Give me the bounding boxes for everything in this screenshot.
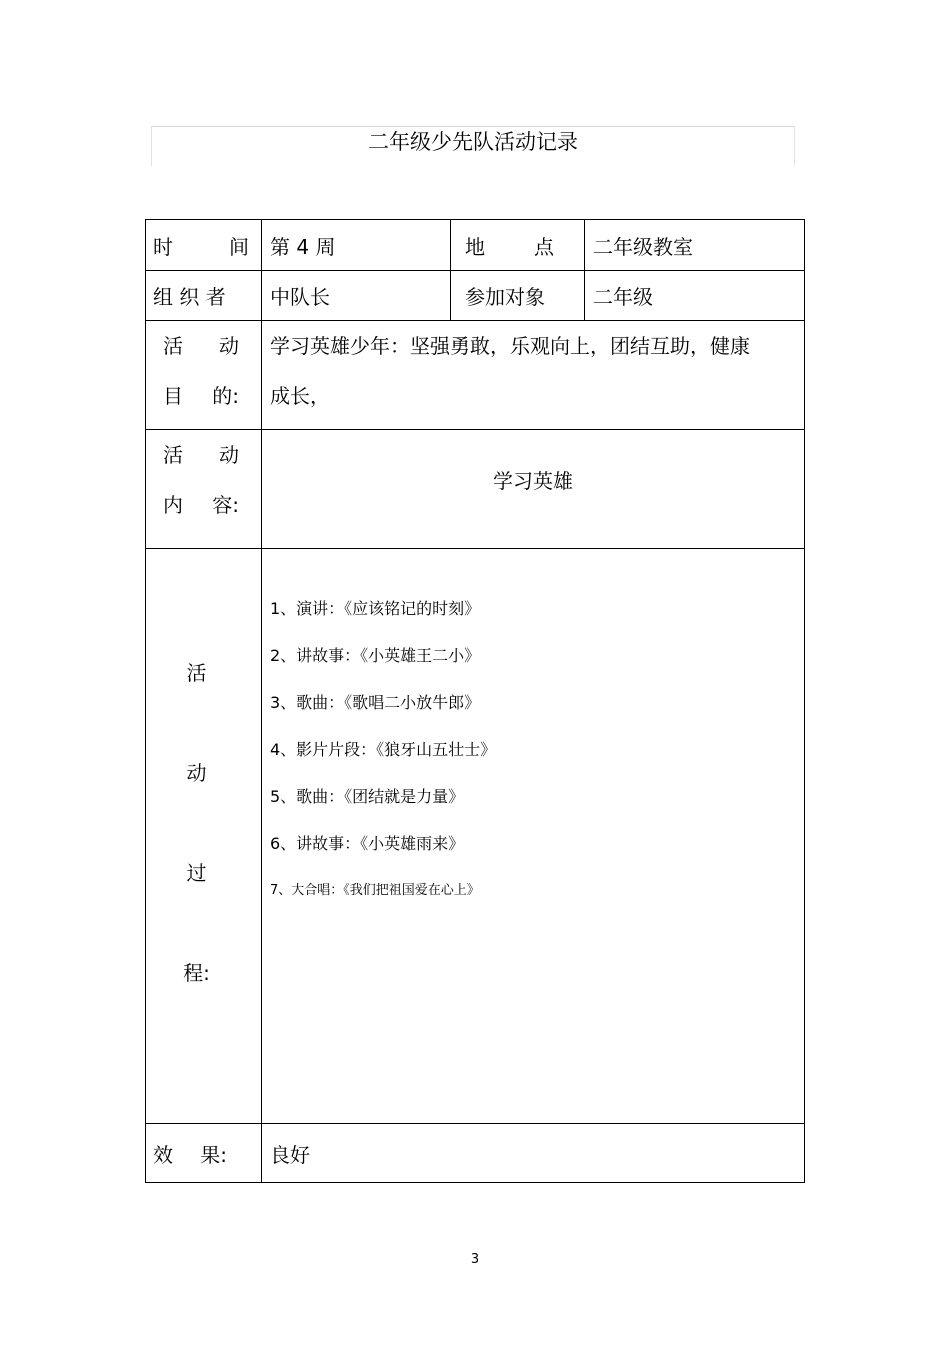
list-item: 6、讲故事：《小英雄雨来》: [270, 834, 465, 853]
content-label: 活 动 内 容:: [146, 430, 262, 549]
place-value: 二年级教室: [585, 220, 805, 271]
purpose-label: 活 动 目 的:: [146, 321, 262, 430]
effect-value: 良好: [262, 1124, 805, 1183]
time-label: 时 间: [146, 220, 262, 271]
process-steps: [262, 549, 805, 1124]
participants-value: 二年级: [585, 271, 805, 321]
list-item: 4、影片片段：《狼牙山五壮士》: [270, 740, 497, 759]
page-number: 3: [470, 1252, 480, 1267]
organizer-value: 中队长: [262, 271, 451, 321]
row-content: [146, 430, 805, 549]
list-item: 5、歌曲：《团结就是力量》: [270, 787, 465, 806]
content-value: 学习英雄: [262, 430, 805, 549]
row-effect: [146, 1124, 805, 1183]
list-item: 2、讲故事：《小英雄王二小》: [270, 646, 481, 665]
page-title: 二年级少先队活动记录: [368, 130, 578, 154]
purpose-text: 学习英雄少年：坚强勇敢，乐观向上，团结互助，健康 成长，: [262, 321, 805, 430]
row-process: [146, 549, 805, 1124]
list-item: 7、大合唱：《我们把祖国爱在心上》: [270, 883, 480, 898]
list-item: 3、歌曲：《歌唱二小放牛郎》: [270, 693, 481, 712]
organizer-label: 组 织 者: [146, 271, 262, 321]
steps-list: [270, 585, 804, 914]
row-organizer: [146, 271, 805, 321]
row-time-place: [146, 220, 805, 271]
row-purpose: [146, 321, 805, 430]
time-value: 第 4 周: [262, 220, 451, 271]
participants-label: 参加对象: [451, 271, 585, 321]
effect-label: 效 果:: [146, 1124, 262, 1183]
process-label: 活 动 过 程:: [146, 549, 262, 1124]
activity-record-table: [145, 219, 805, 1183]
place-label: 地 点: [451, 220, 585, 271]
list-item: 1、演讲：《应该铭记的时刻》: [270, 599, 481, 618]
title-box: [151, 126, 795, 166]
